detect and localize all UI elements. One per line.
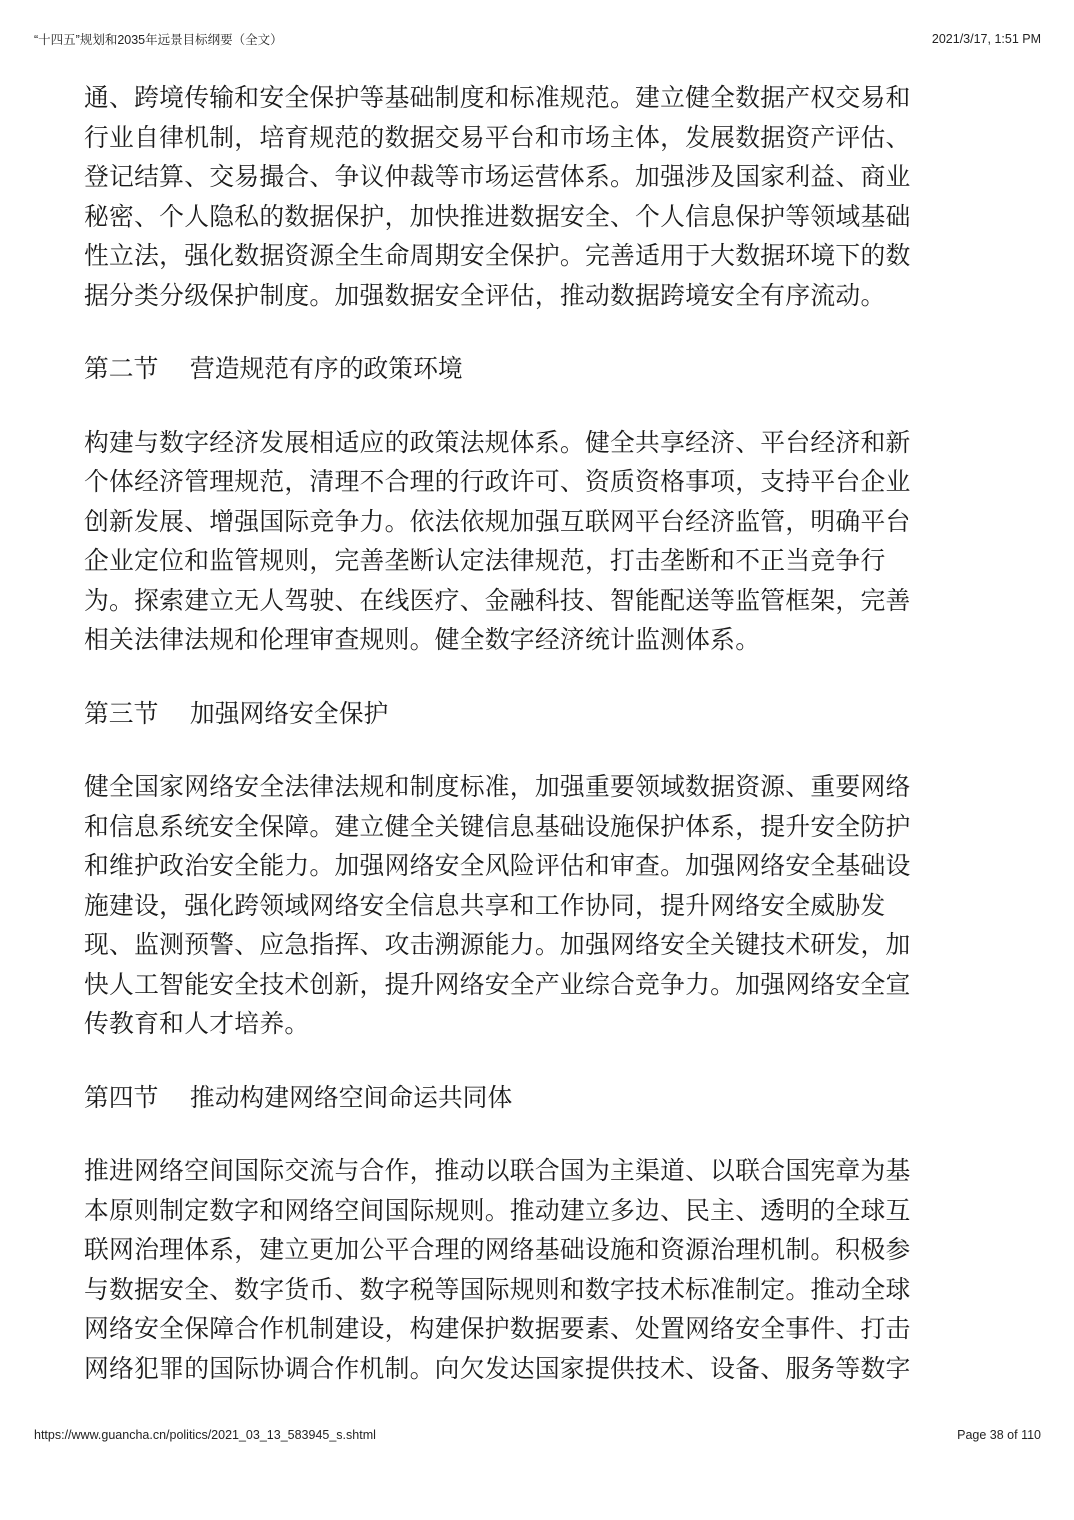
text-line: 快人工智能安全技术创新，提升网络安全产业综合竞争力。加强网络安全宣: [84, 969, 911, 999]
text-line: 登记结算、交易撮合、争议仲裁等市场运营体系。加强涉及国家利益、商业: [84, 162, 911, 191]
text-line: 传教育和人才培养。: [84, 1009, 310, 1038]
paragraph: [84, 1151, 994, 1388]
text-line: 联网治理体系，建立更加公平合理的网络基础设施和资源治理机制。积极参: [84, 1235, 911, 1264]
text-line: 和信息系统安全保障。建立健全关键信息基础设施保护体系，提升安全防护: [84, 811, 911, 841]
text-line: 据分类分级保护制度。加强数据安全评估，推动数据跨境安全有序流动。: [84, 280, 886, 310]
text-line: 为。探索建立无人驾驶、在线医疗、金融科技、智能配送等监管框架，完善: [84, 585, 911, 615]
text-line: 推进网络空间国际交流与合作，推动以联合国为主渠道、以联合国宪章为基: [84, 1156, 911, 1185]
paragraph: [84, 423, 994, 660]
document-body: [84, 78, 994, 1388]
text-line: 通、跨境传输和安全保护等基础制度和标准规范。建立健全数据产权交易和: [84, 83, 911, 112]
print-datetime: 2021/3/17, 1:51 PM: [931, 32, 1041, 46]
text-line: 相关法律法规和伦理审查规则。健全数字经济统计监测体系。: [84, 625, 761, 654]
page-header: [34, 30, 1041, 48]
text-line: 网络犯罪的国际协调合作机制。向欠发达国家提供技术、设备、服务等数字: [84, 1353, 911, 1383]
document-title: “十四五”规划和2035年远景目标纲要（全文）: [34, 33, 283, 47]
text-line: 构建与数字经济发展相适应的政策法规体系。健全共享经济、平台经济和新: [84, 427, 911, 457]
page-footer: [34, 1428, 1041, 1442]
section-heading: 第二节 营造规范有序的政策环境: [84, 354, 463, 383]
text-line: 企业定位和监管规则，完善垄断认定法律规范，打击垄断和不正当竞争行: [84, 546, 886, 575]
section-heading: 第四节 推动构建网络空间命运共同体: [84, 1082, 513, 1112]
text-line: 个体经济管理规范，清理不合理的行政许可、资质资格事项，支持平台企业: [84, 467, 911, 496]
text-line: 性立法，强化数据资源全生命周期安全保护。完善适用于大数据环境下的数: [84, 241, 911, 270]
text-line: 秘密、个人隐私的数据保护，加快推进数据安全、个人信息保护等领域基础: [84, 201, 911, 231]
text-line: 本原则制定数字和网络空间国际规则。推动建立多边、民主、透明的全球互: [84, 1195, 911, 1225]
page-number: Page 38 of 110: [957, 1428, 1041, 1442]
text-line: 健全国家网络安全法律法规和制度标准，加强重要领域数据资源、重要网络: [84, 772, 911, 801]
source-url: https://www.guancha.cn/politics/2021_03_13_583945_s.shtml: [34, 1428, 376, 1442]
section-heading: 第三节 加强网络安全保护: [84, 698, 389, 728]
text-line: 网络安全保障合作机制建设，构建保护数据要素、处置网络安全事件、打击: [84, 1314, 911, 1343]
text-line: 与数据安全、数字货币、数字税等国际规则和数字技术标准制定。推动全球: [84, 1274, 911, 1304]
text-line: 创新发展、增强国际竞争力。依法依规加强互联网平台经济监管，明确平台: [84, 506, 911, 536]
text-line: 现、监测预警、应急指挥、攻击溯源能力。加强网络安全关键技术研发，加: [84, 930, 911, 959]
paragraph: [84, 78, 994, 315]
text-line: 和维护政治安全能力。加强网络安全风险评估和审查。加强网络安全基础设: [84, 851, 911, 880]
text-line: 施建设，强化跨领域网络安全信息共享和工作协同，提升网络安全威胁发: [84, 890, 886, 920]
paragraph: [84, 767, 994, 1044]
text-line: 行业自律机制，培育规范的数据交易平台和市场主体，发展数据资产评估、: [84, 122, 911, 152]
